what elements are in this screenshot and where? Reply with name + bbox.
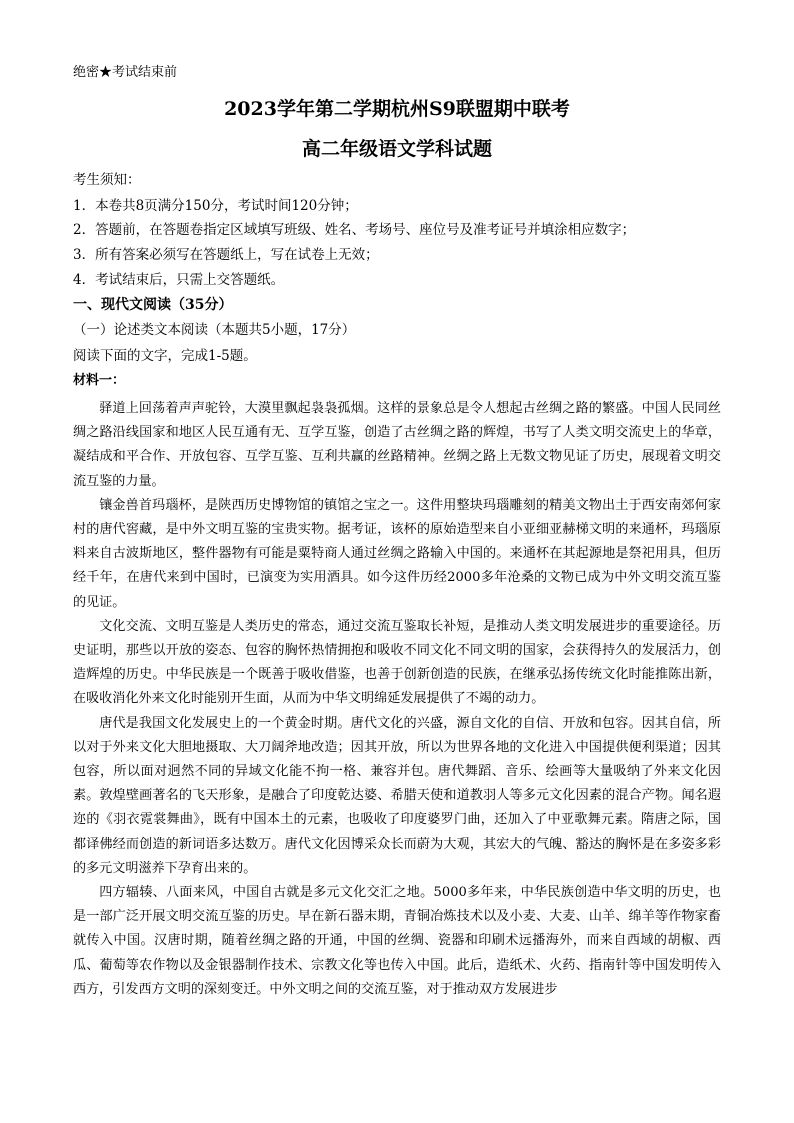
notice-item-1: 1．本卷共8页满分150分，考试时间120分钟；	[73, 198, 358, 214]
exam-title: 2023学年第二学期杭州S9联盟期中联考	[224, 98, 570, 120]
reading-instruction: 阅读下面的文字，完成1-5题。	[73, 348, 257, 364]
notice-item-4: 4．考试结束后，只需上交答题纸。	[73, 272, 285, 288]
passage-paragraph-3: 文化交流、文明互鉴是人类历史的常态，通过交流互鉴取长补短，是推动人类文明发展进步的重要途径。历史证明，那些以开放的姿态、包容的胸怀热情拥抱和吸收不同文化不同文明的国家，会获得持久的发展活力，创造辉煌的历史。中华民族是一个既善于吸收借鉴，也善于创新创造的民族，在继承弘扬传统文化时能推陈出新，在吸收消化外来文化时能别开生面，从而为中华文明绵延发展提供了不竭的动力。	[73, 618, 721, 707]
exam-subtitle: 高二年级语文学科试题	[301, 138, 492, 160]
passage-paragraph-4: 唐代是我国文化发展史上的一个黄金时期。唐代文化的兴盛，源自文化的自信、开放和包容。因其自信，所以对于外来文化大胆地摄取、大刀阔斧地改造；因其开放，所以为世界各地的文化进入中国提供便利渠道；因其包容，所以面对迥然不同的异域文化能不拘一格、兼容并包。唐代舞蹈、音乐、绘画等大量吸纳了外来文化因素。敦煌壁画著名的飞天形象，是融合了印度乾达婆、希腊天使和道教羽人等多元文化因素的混合产物。闻名遐迩的《羽衣霓裳舞曲》，既有中国本土的元素，也吸收了印度婆罗门曲，还加入了中亚歌舞元素。隋唐之际，国都译佛经而创造的新词语多达数万。唐代文化因博采众长而蔚为大观，其宏大的气魄、豁达的胸怀是在多姿多彩的多元文明滋养下孕育出来的。	[73, 715, 721, 876]
notice-item-3: 3．所有答案必须写在答题纸上，写在试卷上无效；	[73, 247, 379, 263]
confidential-label: 绝密★考试结束前	[73, 65, 178, 80]
section-subheading: （一）论述类文本阅读（本题共5小题，17分）	[73, 322, 356, 338]
material-label: 材料一：	[73, 373, 126, 388]
passage-paragraph-2: 镶金兽首玛瑙杯，是陕西历史博物馆的镇馆之宝之一。这件用整块玛瑙雕刻的精美文物出土于西安南郊何家村的唐代窖藏，是中外文明互鉴的宝贵实物。据考证，该杯的原始造型来自小亚细亚赫梯文明的来通杯，玛瑙原料来自古波斯地区，整件器物有可能是粟特商人通过丝绸之路输入中国的。来通杯在其起源地是祭祀用具，但历经千年，在唐代来到中国时，已演变为实用酒具。如今这件历经2000多年沧桑的文物已成为中外文明交流互鉴的见证。	[73, 497, 721, 610]
notice-item-2: 2．答题前，在答题卷指定区域填写班级、姓名、考场号、座位号及准考证号并填涂相应数字；	[73, 222, 636, 238]
passage-paragraph-1: 驿道上回荡着声声驼铃，大漠里飘起袅袅孤烟。这样的景象总是令人想起古丝绸之路的繁盛。中国人民同丝绸之路沿线国家和地区人民互通有无、互学互鉴，创造了古丝绸之路的辉煌，书写了人类文明交流史上的华章，凝结成和平合作、开放包容、互学互鉴、互利共赢的丝路精神。丝绸之路上无数文物见证了历史，展现着文明交流互鉴的力量。	[73, 401, 721, 489]
notice-heading: 考生须知：	[73, 172, 141, 188]
section-heading: 一、现代文阅读（35分）	[73, 297, 233, 313]
reading-passage	[73, 397, 721, 1002]
passage-paragraph-5: 四方辐辏、八面来风，中国自古就是多元文化交汇之地。5000多年来，中华民族创造中华文明的历史，也是一部广泛开展文明交流互鉴的历史。早在新石器末期，青铜冶炼技术以及小麦、大麦、山羊、绵羊等作物家畜就传入中国。汉唐时期，随着丝绸之路的开通，中国的丝绸、瓷器和印刷术远播海外，而来自西域的胡椒、西瓜、葡萄等农作物以及金银器制作技术、宗教文化等也传入中国。此后，造纸术、火药、指南针等中国发明传入西方，引发西方文明的深刻变迁。中外文明之间的交流互鉴，对于推动双方发展进步	[73, 885, 721, 997]
